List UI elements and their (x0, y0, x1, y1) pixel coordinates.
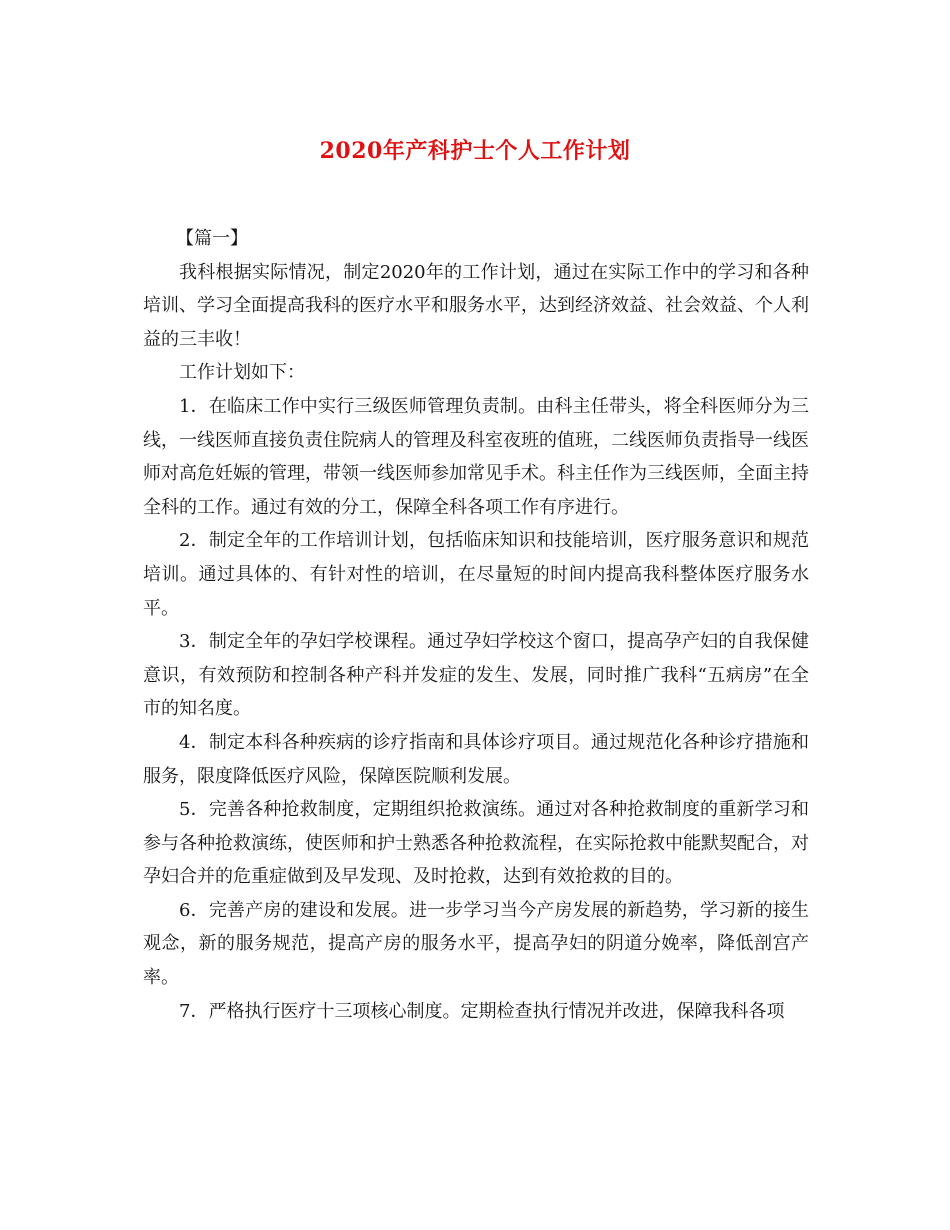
paragraph-item-5: 5．完善各种抢救制度，定期组织抢救演练。通过对各种抢救制度的重新学习和参与各种抢救演练，使医师和护士熟悉各种抢救流程，在实际抢救中能默契配合，对孕妇合并的危重症做到及早发现、及时抢救，达到有效抢救的目的。 (143, 799, 809, 888)
paragraph-plan-lead: 工作计划如下： (179, 362, 305, 384)
paragraph-item-4: 4．制定本科各种疾病的诊疗指南和具体诊疗项目。通过规范化各种诊疗措施和服务，限度降低医疗风险，保障医院顺利发展。 (143, 731, 809, 787)
paragraph-intro: 我科根据实际情况，制定2020年的工作计划，通过在实际工作中的学习和各种培训、学习全面提高我科的医疗水平和服务水平，达到经济效益、社会效益、个人利益的三丰收！ (143, 261, 809, 350)
paragraph-item-7: 7．严格执行医疗十三项核心制度。定期检查执行情况并改进，保障我科各项 (179, 1000, 785, 1022)
document-title: 2020年产科护士个人工作计划 (319, 138, 631, 164)
paragraph-item-6: 6．完善产房的建设和发展。进一步学习当今产房发展的新趋势，学习新的接生观念，新的服务规范，提高产房的服务水平，提高孕妇的阴道分娩率，降低剖宫产率。 (143, 899, 809, 989)
paragraph-item-3: 3．制定全年的孕妇学校课程。通过孕妇学校这个窗口，提高孕产妇的自我保健意识，有效预防和控制各种产科并发症的发生、发展，同时推广我科“五病房”在全市的知名度。 (143, 631, 809, 720)
paragraph-item-2: 2．制定全年的工作培训计划，包括临床知识和技能培训，医疗服务意识和规范培训。通过具体的、有针对性的培训，在尽量短的时间内提高我科整体医疗服务水平。 (143, 530, 809, 619)
document-body (143, 222, 809, 1028)
section-heading: 【篇一】 (176, 228, 248, 249)
paragraph-item-1: 1．在临床工作中实行三级医师管理负责制。由科主任带头，将全科医师分为三线，一线医师直接负责住院病人的管理及科室夜班的值班，二线医师负责指导一线医师对高危妊娠的管理，带领一线医师参加常见手术。科主任作为三线医师，全面主持全科的工作。通过有效的分工，保障全科各项工作有序进行。 (143, 395, 809, 518)
